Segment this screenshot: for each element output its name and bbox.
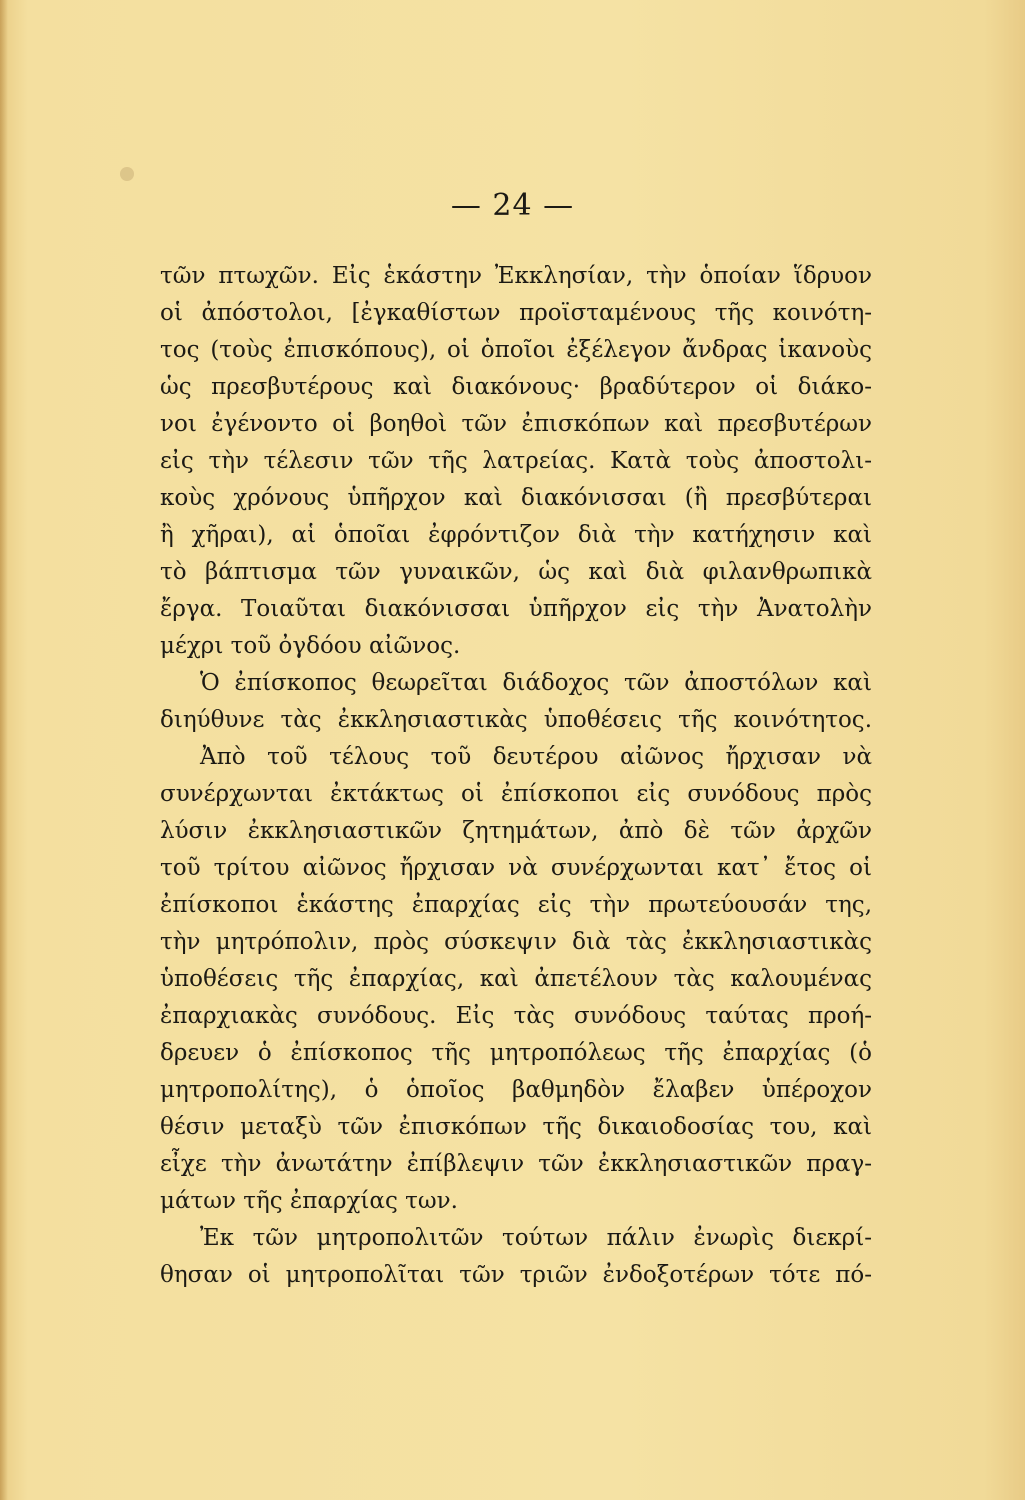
text-line: οἱ ἀπόστολοι, [ἐγκαθίστων προϊσταμένους τῆς κοινότη-: [160, 300, 872, 326]
text-line: μάτων τῆς ἐπαρχίας των.: [160, 1188, 458, 1214]
text-line: Ἐκ τῶν μητροπολιτῶν τούτων πάλιν ἐνωρὶς διεκρί-: [200, 1225, 872, 1251]
text-line: μητροπολίτης), ὁ ὁποῖος βαθμηδὸν ἔλαβεν ὑπέροχον: [160, 1077, 872, 1103]
ink-spot: [120, 167, 134, 181]
text-line: ὡς πρεσβυτέρους καὶ διακόνους· βραδύτερον οἱ διάκο-: [160, 374, 872, 400]
text-line: Ὁ ἐπίσκοπος θεωρεῖται διάδοχος τῶν ἀποστόλων καὶ: [200, 670, 872, 696]
page-number: — 24 —: [450, 188, 575, 223]
text-line: κοὺς χρόνους ὑπῆρχον καὶ διακόνισσαι (ἢ πρεσβύτεραι: [160, 485, 872, 511]
text-line: λύσιν ἐκκλησιαστικῶν ζητημάτων, ἀπὸ δὲ τῶν ἀρχῶν: [160, 818, 872, 844]
text-line: συνέρχωνται ἐκτάκτως οἱ ἐπίσκοποι εἰς συνόδους πρὸς: [160, 781, 872, 807]
text-line: τοῦ τρίτου αἰῶνος ἤρχισαν νὰ συνέρχωνται κατ᾿ ἔτος οἱ: [160, 855, 872, 881]
text-line: ὑποθέσεις τῆς ἐπαρχίας, καὶ ἀπετέλουν τὰς καλουμένας: [160, 966, 872, 992]
text-line: διηύθυνε τὰς ἐκκλησιαστικὰς ὑποθέσεις τῆς κοινότητος.: [160, 707, 872, 733]
text-line: εἶχε τὴν ἀνωτάτην ἐπίβλεψιν τῶν ἐκκλησιαστικῶν πραγ-: [160, 1151, 872, 1177]
text-line: τος (τοὺς ἐπισκόπους), οἱ ὁποῖοι ἐξέλεγον ἄνδρας ἱκανοὺς: [160, 337, 872, 363]
text-line: Ἀπὸ τοῦ τέλους τοῦ δευτέρου αἰῶνος ἤρχισαν νὰ: [200, 744, 872, 770]
text-line: τὴν μητρόπολιν, πρὸς σύσκεψιν διὰ τὰς ἐκκλησιαστικὰς: [160, 929, 872, 955]
text-line: δρευεν ὁ ἐπίσκοπος τῆς μητροπόλεως τῆς ἐπαρχίας (ὁ: [160, 1040, 872, 1066]
text-line: ἢ χῆραι), αἱ ὁποῖαι ἐφρόντιζον διὰ τὴν κατήχησιν καὶ: [160, 522, 872, 548]
text-line: εἰς τὴν τέλεσιν τῶν τῆς λατρείας. Κατὰ τοὺς ἀποστολι-: [160, 448, 872, 474]
body-text: [160, 258, 872, 1294]
text-line: ἐπίσκοποι ἑκάστης ἐπαρχίας εἰς τὴν πρωτεύουσάν της,: [160, 892, 872, 918]
page-edge-shadow: [0, 0, 8, 1500]
text-line: νοι ἐγένοντο οἱ βοηθοὶ τῶν ἐπισκόπων καὶ πρεσβυτέρων: [160, 411, 872, 437]
text-line: ἐπαρχιακὰς συνόδους. Εἰς τὰς συνόδους ταύτας προή-: [160, 1003, 872, 1029]
text-line: τὸ βάπτισμα τῶν γυναικῶν, ὡς καὶ διὰ φιλανθρωπικὰ: [160, 559, 872, 585]
text-line: θέσιν μεταξὺ τῶν ἐπισκόπων τῆς δικαιοδοσίας του, καὶ: [160, 1114, 872, 1140]
text-line: θησαν οἱ μητροπολῖται τῶν τριῶν ἐνδοξοτέρων τότε πό-: [160, 1262, 872, 1288]
text-line: μέχρι τοῦ ὀγδόου αἰῶνος.: [160, 633, 461, 659]
text-line: ἔργα. Τοιαῦται διακόνισσαι ὑπῆρχον εἰς τὴν Ἀνατολὴν: [160, 596, 872, 622]
text-line: τῶν πτωχῶν. Εἰς ἑκάστην Ἐκκλησίαν, τὴν ὁποίαν ἵδρυον: [160, 263, 872, 289]
